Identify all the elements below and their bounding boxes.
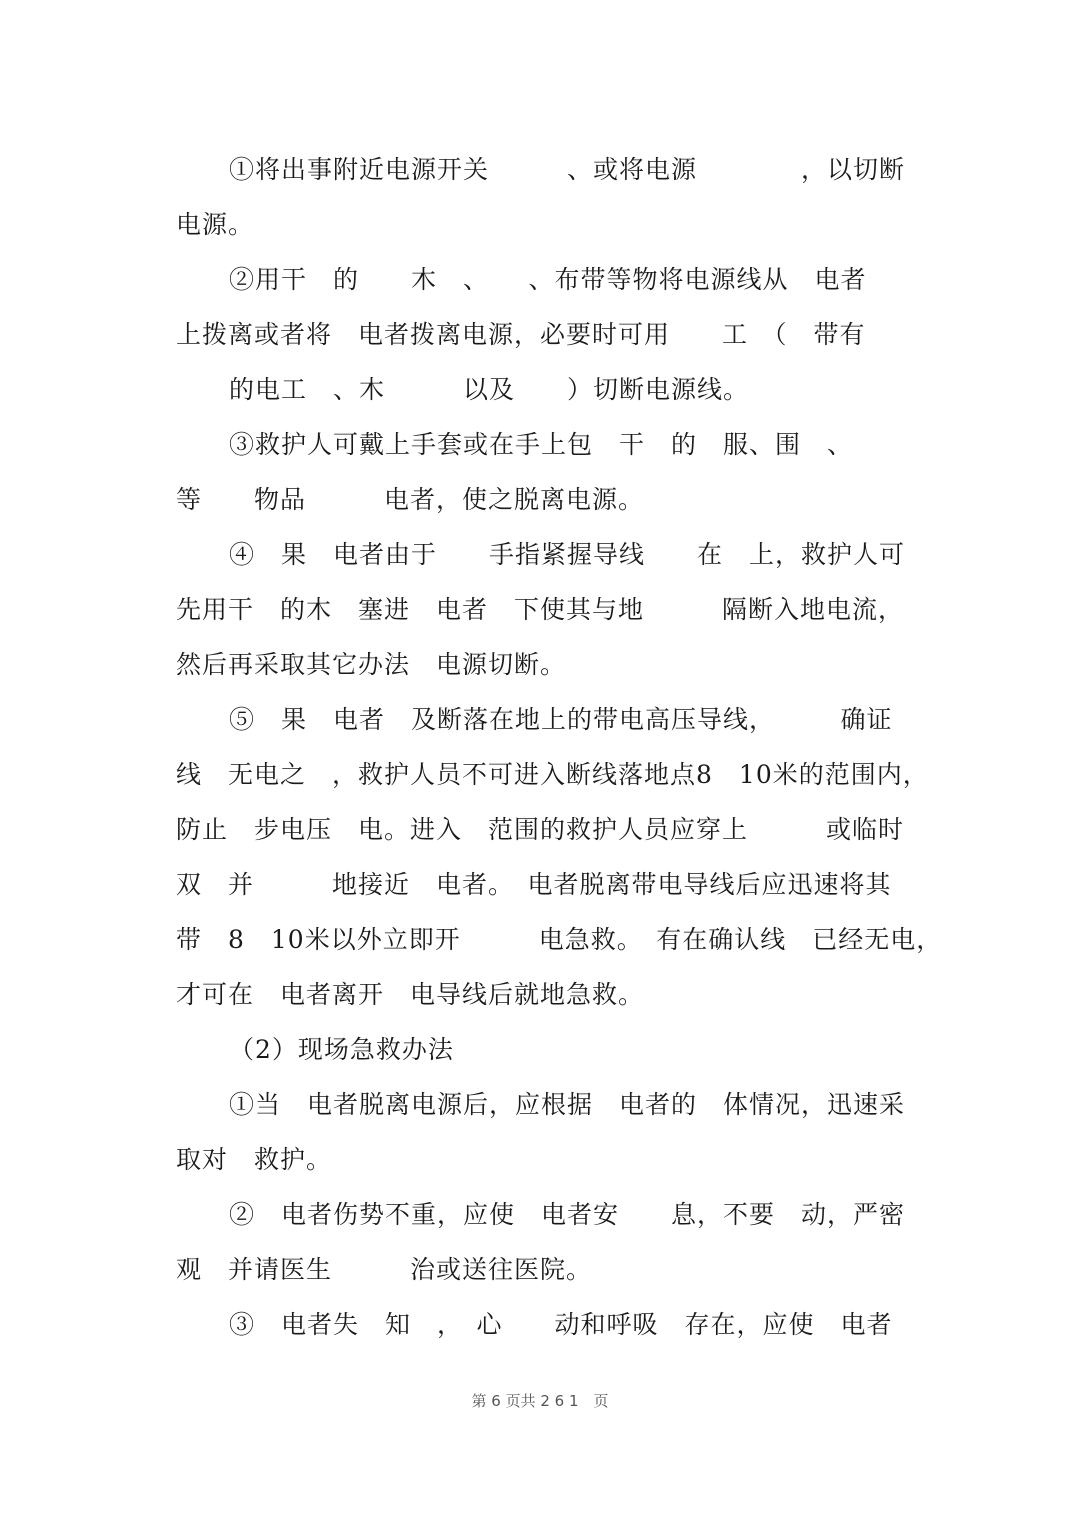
text-line: 防止 步电压 电。进入 范围的救护人员应穿上 或临时 (176, 815, 905, 844)
text-line: 取对 救护。 (176, 1145, 333, 1174)
text-line: ①当 电者脱离电源后，应根据 电者的 体情况，迅速采 (229, 1090, 906, 1119)
text-line: 线 无电之 ，救护人员不可进入断线落地点8 10米的范围内， (176, 760, 929, 789)
text-line: 的电工 、木 以及 ）切断电源线。 (229, 375, 750, 404)
page-number-footer: 第 6 页共 2 6 1 页 (471, 1392, 609, 1410)
text-line: 等 物品 电者，使之脱离电源。 (176, 485, 645, 514)
text-line: 才可在 电者离开 电导线后就地急救。 (176, 980, 645, 1009)
text-line: ①将出事附近电源开关 、或将电源 ，以切断 (229, 155, 906, 184)
text-line: 观 并请医生 治或送往医院。 (176, 1255, 593, 1284)
text-line: ② 电者伤势不重，应使 电者安 息，不要 动，严密 (229, 1200, 906, 1229)
text-line: 然后再采取其它办法 电源切断。 (176, 650, 567, 679)
text-line: ⑤ 果 电者 及断落在地上的带电高压导线， 确证 (229, 705, 893, 734)
text-line: 双 并 地接近 电者。 电者脱离带电导线后应迅速将其 (176, 870, 892, 899)
text-line: 电源。 (176, 210, 255, 239)
text-line: ②用干 的 木 、 、布带等物将电源线从 电者 (229, 265, 867, 294)
text-line: ③救护人可戴上手套或在手上包 干 的 服、围 、 (229, 430, 854, 459)
section-heading: （2）现场急救办法 (229, 1035, 454, 1064)
text-line: 上拨离或者将 电者拨离电源，必要时可用 工 （ 带有 (176, 320, 866, 349)
text-line: 带 8 10米以外立即开 电急救。 有在确认线 已经无电， (176, 925, 943, 954)
text-line: ④ 果 电者由于 手指紧握导线 在 上，救护人可 (229, 540, 906, 569)
text-line: 先用干 的木 塞进 电者 下使其与地 隔断入地电流， (176, 595, 905, 624)
text-line: ③ 电者失 知 ， 心 动和呼吸 存在，应使 电者 (229, 1310, 893, 1339)
